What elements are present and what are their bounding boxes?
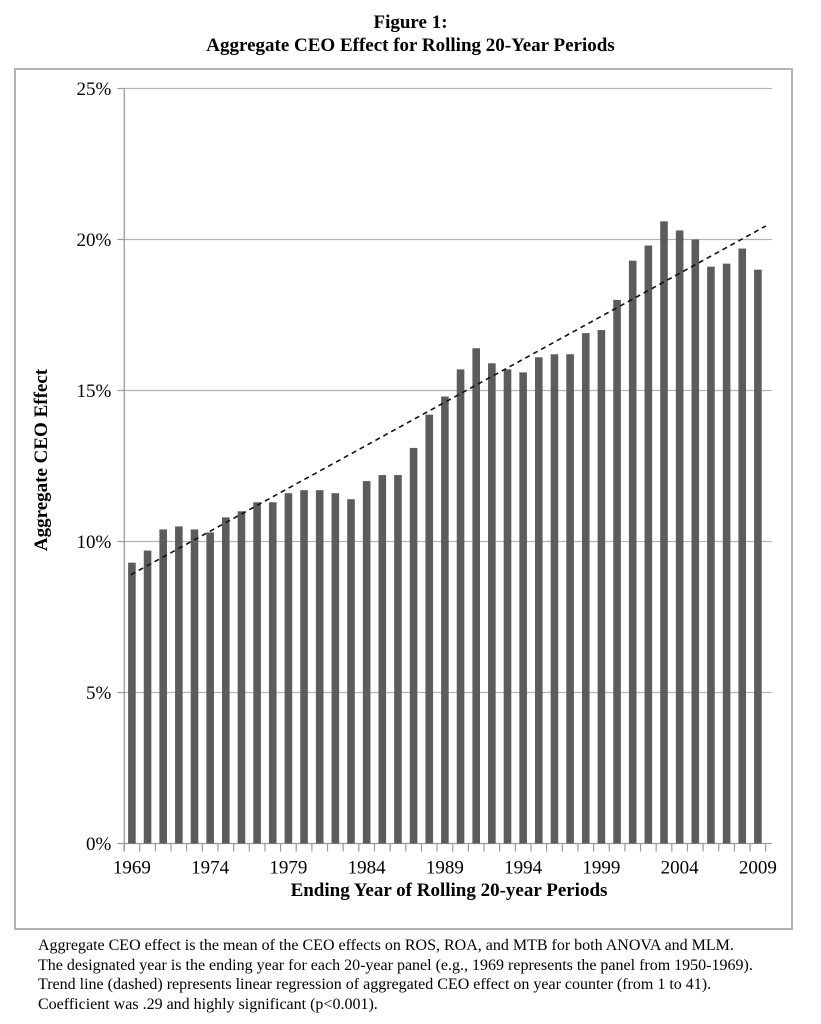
bar-1994 [519,372,527,843]
bar-1977 [253,502,261,843]
y-tick-label: 10% [76,532,112,553]
x-tick-label: 1989 [425,857,464,879]
x-tick-label: 1979 [269,857,308,879]
bar-1987 [410,448,418,844]
bar-1996 [551,354,559,843]
bar-1974 [206,532,214,843]
bar-1980 [300,490,308,843]
figure-subtitle: Aggregate CEO Effect for Rolling 20-Year Periods [206,35,615,56]
figure-number: Figure 1: [373,12,448,33]
footnote-line: Aggregate CEO effect is the mean of the CEO effects on ROS, ROA, and MTB for both ANOVA and MLM. [38,937,734,954]
bar-1982 [332,493,340,843]
bar-1999 [598,330,606,843]
x-tick-label: 2009 [738,857,777,879]
bar-1973 [191,529,199,843]
bar-1983 [347,499,355,843]
bar-1988 [425,415,433,844]
bar-2007 [723,264,731,844]
y-axis-title: Aggregate CEO Effect [31,368,52,552]
bar-1978 [269,502,277,843]
footnote-line: Coefficient was .29 and highly significant (p<0.001). [38,995,378,1013]
bar-2001 [629,261,637,844]
y-tick-label: 25% [76,79,112,100]
bar-1995 [535,357,543,843]
bar-2009 [754,270,762,844]
bar-1984 [363,481,371,843]
bar-1992 [488,363,496,843]
bar-2005 [692,240,700,844]
x-tick-label: 2004 [660,857,699,879]
bar-1997 [566,354,574,843]
bar-1972 [175,526,183,843]
bar-1971 [159,529,167,843]
bar-1969 [128,563,136,844]
bar-1993 [504,369,512,843]
bar-1991 [472,348,480,843]
bar-1985 [379,475,387,843]
y-tick-label: 15% [76,381,112,402]
bar-1981 [316,490,324,843]
x-axis-title: Ending Year of Rolling 20-year Periods [290,880,608,901]
bar-2004 [676,230,684,843]
y-tick-label: 0% [85,834,112,855]
bar-2000 [613,300,621,844]
x-tick-label: 1969 [112,857,151,879]
figure-footnote [38,936,800,1014]
x-tick-label: 1999 [582,857,621,879]
bar-2006 [707,267,715,844]
bar-2008 [738,249,746,844]
bar-1976 [238,511,246,843]
bar-1975 [222,517,230,843]
figure-title [0,11,821,57]
footnote-line: The designated year is the ending year for each 20-year panel (e.g., 1969 represents the panel from 1950-1969). [38,956,753,974]
bar-1970 [144,551,152,844]
bar-1998 [582,333,590,843]
bar-2002 [645,246,653,844]
bar-1990 [457,369,465,843]
bar-2003 [660,221,668,843]
bar-1979 [285,493,293,843]
y-tick-label: 5% [85,683,112,704]
footnote-line: Trend line (dashed) represents linear regression of aggregated CEO effect on year counter (from 1 to 41). [38,976,712,993]
y-tick-label: 20% [76,230,112,251]
chart-frame [14,68,793,930]
x-tick-label: 1994 [504,857,543,879]
bar-1986 [394,475,402,843]
bar-1989 [441,397,449,844]
x-tick-label: 1984 [347,857,386,879]
bar-chart [16,70,791,928]
x-tick-label: 1974 [191,857,230,879]
